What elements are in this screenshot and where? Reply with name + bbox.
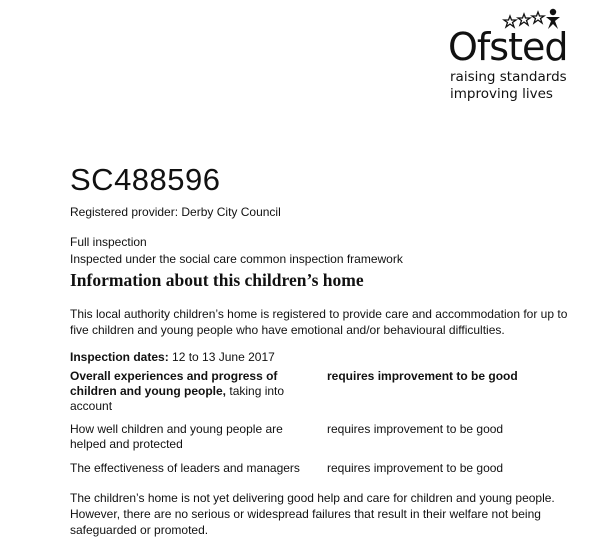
judgement-grade: requires improvement to be good [327, 461, 504, 475]
judgement-label-bold: Overall experiences and progress of children and young people, [70, 369, 278, 398]
judgement-grade: requires improvement to be good [327, 369, 518, 383]
inspection-dates-label: Inspection dates: [70, 350, 169, 364]
registered-provider: Registered provider: Derby City Council [70, 205, 281, 219]
section-heading: Information about this children’s home [70, 270, 364, 290]
logo-tagline-2: improving lives [450, 86, 553, 102]
inspection-dates-value: 12 to 13 June 2017 [172, 350, 275, 364]
judgement-label-rest: taking into account [70, 384, 285, 413]
ofsted-logo [448, 8, 598, 108]
logo-wordmark: Ofsted [448, 25, 568, 69]
inspection-type: Full inspection [70, 235, 147, 249]
inspection-framework: Inspected under the social care common inspection framework [70, 252, 403, 266]
intro-paragraph: This local authority children’s home is registered to provide care and accommodation for up to five children and young people who have emotional and/or behavioural difficulties. [70, 307, 568, 337]
judgement-label: The effectiveness of leaders and managers [70, 461, 300, 475]
judgement-label [70, 369, 320, 414]
inspection-dates [70, 351, 275, 363]
judgement-label: How well children and young people are helped and protected [70, 422, 283, 451]
reference-number: SC488596 [70, 162, 221, 197]
logo-tagline-1: raising standards [450, 69, 567, 85]
judgement-grade: requires improvement to be good [327, 422, 504, 436]
conclusion-paragraph: The children’s home is not yet delivering good help and care for children and young people. However, there are no serious or widespread failures that result in their welfare not being safeguarded or promoted. [70, 491, 555, 537]
